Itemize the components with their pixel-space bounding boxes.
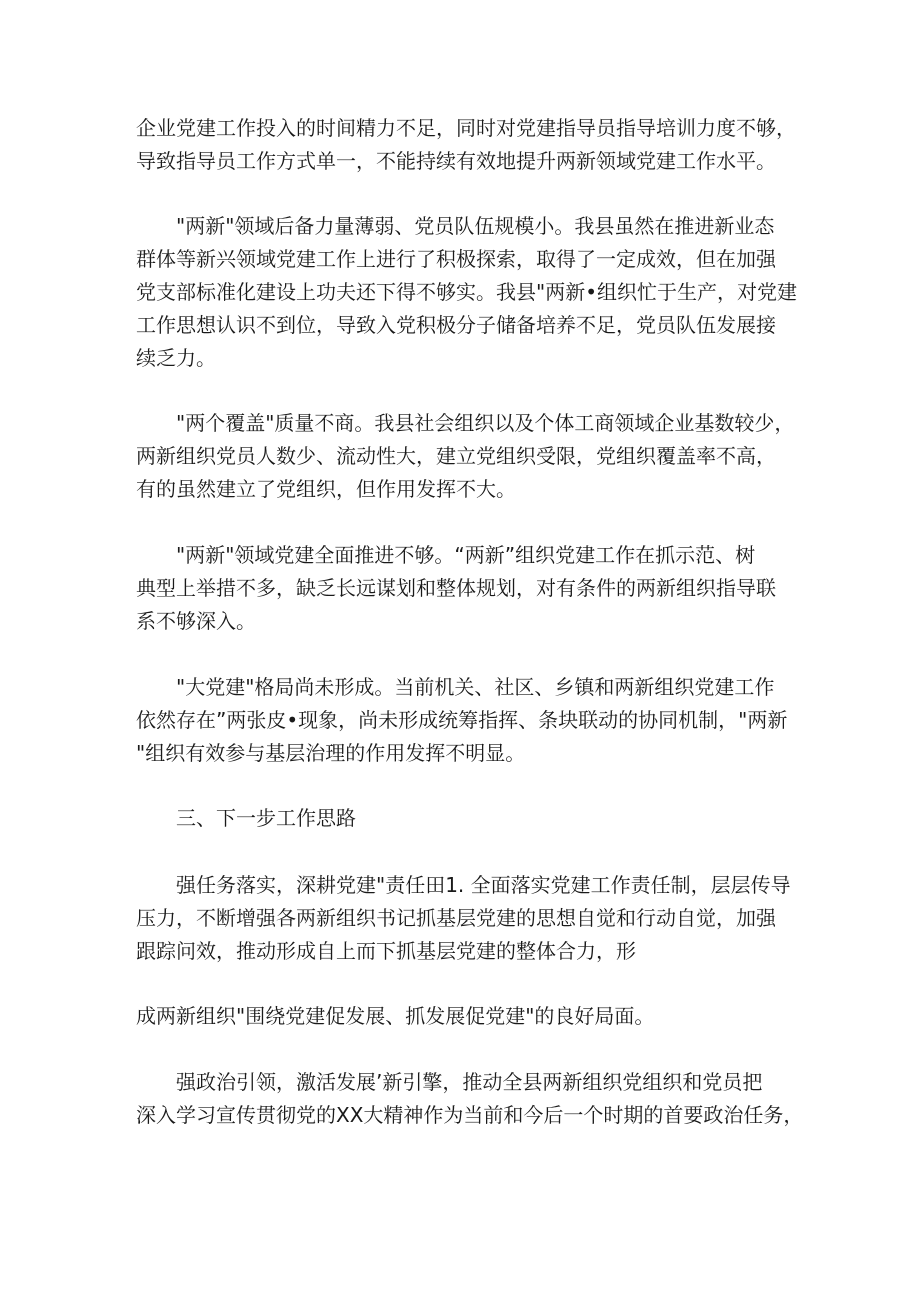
text-line: "两个覆盖"质量不商。我县社会组织以及个体工商领域企业基数较少， [176,411,795,435]
paragraph-2 [136,210,796,375]
text-line: 导致指导员工作方式单一，不能持续有效地提升两新领域党建工作水平。 [136,149,776,173]
text-line: 企业党建工作投入的时间精力不足，同时对党建指导员指导培训力度不够， [136,116,796,140]
text-line: 依然存在”两张皮•现象，尚未形成统筹指挥、条块联动的协同机制，"两新 [136,708,788,732]
text-line: "组织有效参与基层治理的作用发挥不明显。 [136,741,526,765]
paragraph-8 [136,1066,804,1132]
text-line: 党支部标准化建设上功夫还下得不够实。我县"两新•组织忙于生产，对党建 [136,280,797,304]
text-line: 续乏力。 [136,346,216,370]
text-line: 群体等新兴领域党建工作上进行了积极探索，取得了一定成效，但在加强 [136,247,776,271]
paragraph-4 [136,539,796,638]
text-line: 强政治引领，激活发展’新引擎，推动全县两新组织党组织和党员把 [176,1070,763,1094]
text-line: 跟踪问效，推动形成自上而下抓基层党建的整体合力，形 [136,939,636,963]
section-heading [136,802,796,835]
text-line: 有的虽然建立了党组织，但作用发挥不大。 [136,477,516,501]
text-line: 两新组织党员人数少、流动性大，建立党组织受限，党组织覆盖率不高， [136,444,776,468]
paragraph-7 [136,1000,796,1033]
text-line: 系不够深入。 [136,609,256,633]
heading-line: 三、下一步工作思路 [176,806,356,830]
text-line: 典型上举措不多，缺乏长远谋划和整体规划，对有条件的两新组织指导联 [136,576,776,600]
paragraph-3 [136,407,796,506]
text-line: 深入学习宣传贯彻党的XX大精神作为当前和今后一个时期的首要政治任务， [136,1103,804,1127]
text-line: "两新"领域后备力量薄弱、党员队伍规模小。我县虽然在推进新业态 [176,214,775,238]
text-line: 成两新组织"围绕党建促发展、抓发展促党建"的良好局面。 [136,1004,655,1028]
text-line: 工作思想认识不到位，导致入党积极分子储备培养不足，党员队伍发展接 [136,313,776,337]
text-line: 强任务落实，深耕党建"责任田1. 全面落实党建工作责任制，层层传导 [176,873,791,897]
text-line: "两新"领域党建全面推进不够。“两新”组织党建工作在抓示范、树 [176,543,756,567]
paragraph-5 [136,671,796,770]
text-line: "大党建"格局尚未形成。当前机关、社区、乡镇和两新组织党建工作 [176,675,775,699]
text-line: 压力，不断增强各两新组织书记抓基层党建的思想自觉和行动自觉，加强 [136,906,776,930]
paragraph-6 [136,869,796,968]
paragraph-1 [136,112,796,178]
